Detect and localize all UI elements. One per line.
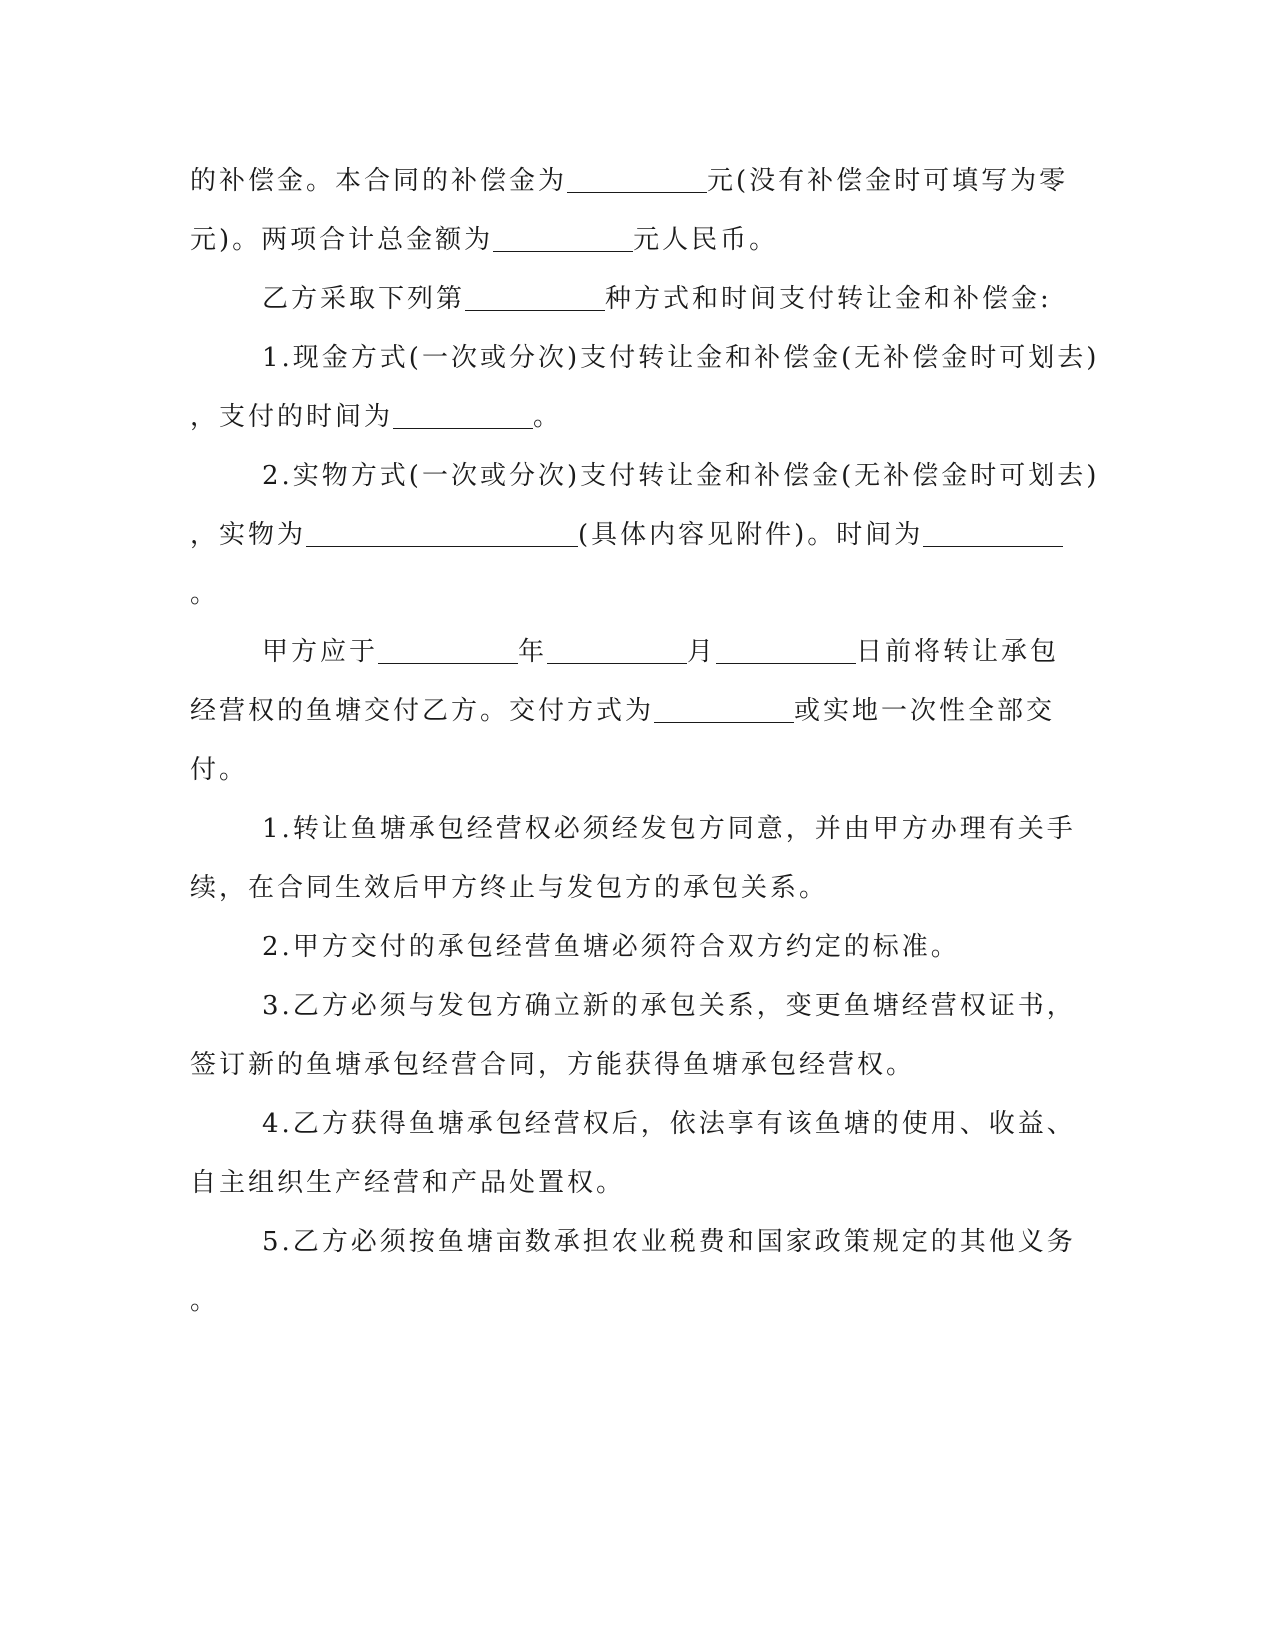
fill-blank-compensation[interactable]	[567, 166, 707, 193]
line-text: 1.现金方式(一次或分次)支付转让金和补偿金(无补偿金时可划去)	[262, 343, 1100, 373]
line-text: ，支付的时间为	[190, 402, 394, 432]
text-line-17	[262, 1108, 1076, 1140]
text-line-18	[190, 1167, 625, 1199]
line-text: 经营权的鱼塘交付乙方。交付方式为	[190, 696, 655, 726]
fill-blank-total-amount[interactable]	[493, 225, 633, 252]
fill-blank-goods-time[interactable]	[923, 520, 1063, 547]
text-line-6	[262, 460, 1099, 492]
line-text: 付。	[190, 755, 249, 785]
line-text: 种方式和时间支付转让金和补偿金:	[605, 284, 1052, 314]
line-text: 签订新的鱼塘承包经营合同，方能获得鱼塘承包经营权。	[190, 1050, 916, 1080]
text-line-1	[190, 165, 1068, 197]
text-line-13	[190, 872, 828, 904]
line-text: 月	[687, 637, 717, 667]
text-line-19	[262, 1226, 1076, 1258]
fill-blank-month[interactable]	[547, 637, 687, 664]
text-line-14	[262, 931, 960, 963]
fill-blank-delivery-method[interactable]	[654, 696, 794, 723]
line-text: (具体内容见附件)。时间为	[578, 520, 924, 550]
text-line-16	[190, 1049, 915, 1081]
line-text: 4.乙方获得鱼塘承包经营权后，依法享有该鱼塘的使用、收益、	[262, 1109, 1076, 1139]
line-text: 5.乙方必须按鱼塘亩数承担农业税费和国家政策规定的其他义务	[262, 1227, 1076, 1257]
line-text: 。	[190, 579, 220, 609]
fill-blank-payment-method[interactable]	[465, 284, 605, 311]
line-text: 2.甲方交付的承包经营鱼塘必须符合双方约定的标准。	[262, 932, 960, 962]
line-text: 甲方应于	[262, 637, 379, 667]
text-line-15	[262, 990, 1076, 1022]
text-line-10	[190, 695, 1055, 727]
text-line-8	[190, 578, 219, 610]
line-text: 续，在合同生效后甲方终止与发包方的承包关系。	[190, 873, 829, 903]
text-line-2	[190, 224, 778, 256]
line-text: 或实地一次性全部交	[794, 696, 1056, 726]
line-text: ，实物为	[190, 520, 307, 550]
line-text: 的补偿金。本合同的补偿金为	[190, 166, 568, 196]
line-text: 乙方采取下列第	[262, 284, 466, 314]
line-text: 2.实物方式(一次或分次)支付转让金和补偿金(无补偿金时可划去)	[262, 461, 1100, 491]
text-line-4	[262, 342, 1099, 374]
text-line-20	[190, 1285, 219, 1317]
fill-blank-day[interactable]	[716, 637, 856, 664]
text-line-9	[262, 636, 1059, 668]
fill-blank-payment-time[interactable]	[393, 402, 533, 429]
text-line-11	[190, 754, 248, 786]
text-line-3	[262, 283, 1052, 315]
line-text: 元)。两项合计总金额为	[190, 225, 494, 255]
text-line-7	[190, 519, 1063, 551]
line-text: 元(没有补偿金时可填写为零	[707, 166, 1069, 196]
line-text: 1.转让鱼塘承包经营权必须经发包方同意，并由甲方办理有关手	[262, 814, 1076, 844]
line-text: 。	[533, 402, 563, 432]
line-text: 。	[190, 1286, 220, 1316]
line-text: 年	[518, 637, 548, 667]
line-text: 日前将转让承包	[856, 637, 1060, 667]
line-text: 3.乙方必须与发包方确立新的承包关系，变更鱼塘经营权证书，	[262, 991, 1076, 1021]
text-line-12	[262, 813, 1076, 845]
fill-blank-year[interactable]	[378, 637, 518, 664]
line-text: 自主组织生产经营和产品处置权。	[190, 1168, 626, 1198]
line-text: 元人民币。	[633, 225, 779, 255]
text-line-5	[190, 401, 562, 433]
fill-blank-goods[interactable]	[306, 520, 578, 547]
